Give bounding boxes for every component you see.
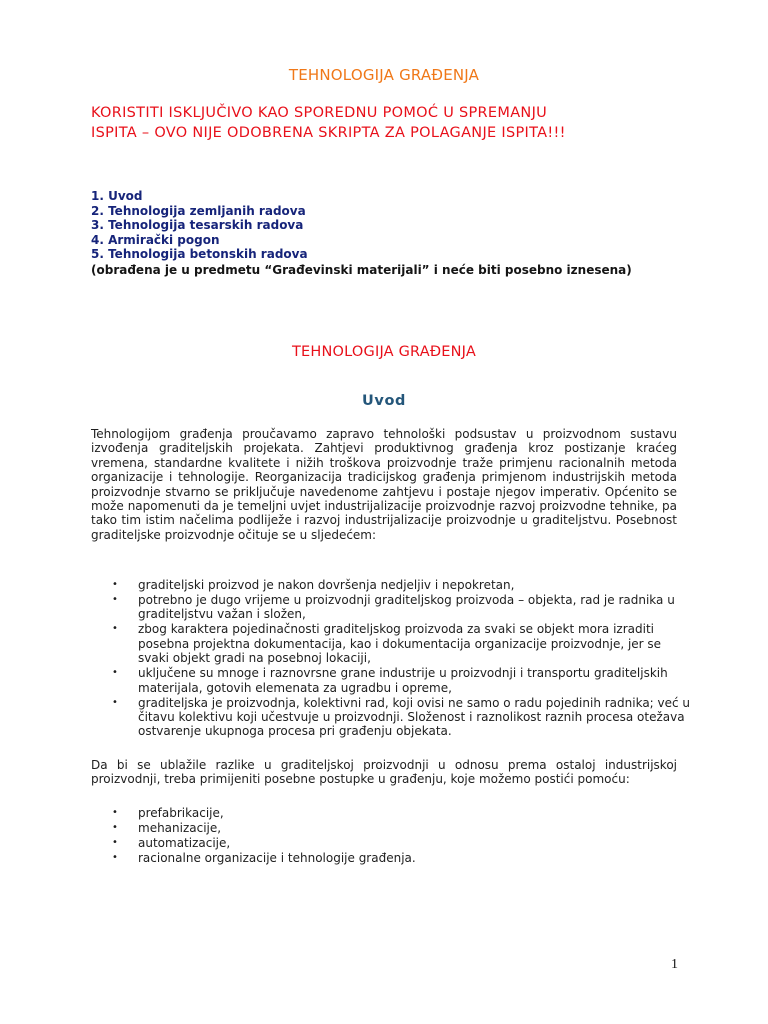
bullet-icon: • xyxy=(112,852,118,863)
list-item xyxy=(91,593,691,622)
toc-item: 1. Uvod xyxy=(91,189,143,203)
section-title: TEHNOLOGIJA GRAĐENJA xyxy=(291,344,477,360)
warning-notice xyxy=(91,103,691,143)
warning-line-1: KORISTITI ISKLJUČIVO KAO SPOREDNU POMOĆ U SPREMANJU xyxy=(91,105,548,121)
bullet-icon: • xyxy=(112,837,118,848)
bullet-icon: • xyxy=(112,807,118,818)
bullet-icon: • xyxy=(112,594,118,605)
intro-paragraph: Tehnologijom građenja proučavamo zapravo tehnološki podsustav u proizvodnom sustavu izvođenja graditeljskih projekata. Zahtjevi produktivnog građenja kroz postizanje kraćeg vremena, standardne kvalitete i nižih troškova proizvodnje traže primjenu racionalnih metoda organizacije i tehnologije. Reorganizacija tradicijskog građenja primjenom industrijskih metoda proizvodnje stvarno se priključuje navedenome zahtjevu i postaje njegov imperativ. Općenito se može napomenuti da je temeljni uvjet industrijalizacije proizvodnje razvoj proizvodne tehnike, pa tako tim istim načelima podliježe i razvoj industrijalizacije proizvodnje u graditeljstvu. Posebnost graditeljske proizvodnje očituje se u sljedećem: xyxy=(91,427,677,542)
list-item xyxy=(91,851,691,865)
list-item-text: graditeljska je proizvodnja, kolektivni rad, koji ovisi ne samo o radu pojedinih radnika; već u čitavu kolektivu koji učestvuje u proizvodnji. Složenost i raznolikost raznih procesa otežava ostvarenje ukupnoga procesa pri građenju objekata. xyxy=(138,695,691,739)
list-item xyxy=(91,696,691,739)
list-item xyxy=(91,578,691,592)
bullet-icon: • xyxy=(112,667,118,679)
bullet-list-methods xyxy=(91,806,691,866)
toc-item: 5. Tehnologija betonskih radova xyxy=(91,247,308,262)
list-item-text: mehanizacije, xyxy=(138,821,222,835)
list-item xyxy=(91,836,691,850)
bullet-icon: • xyxy=(112,579,118,590)
list-item-text: graditeljski proizvod je nakon dovršenja nedjeljiv i nepokretan, xyxy=(138,578,515,592)
toc-item: 3. Tehnologija tesarskih radova xyxy=(91,218,304,233)
list-item-text: prefabrikacije, xyxy=(138,806,224,820)
page-number: 1 xyxy=(671,957,678,972)
document-title: TEHNOLOGIJA GRAĐENJA xyxy=(288,66,480,84)
toc-note: (obrađena je u predmetu “Građevinski materijali” i neće biti posebno iznesena) xyxy=(91,263,632,277)
list-item-text: automatizacije, xyxy=(138,836,231,850)
bullet-icon: • xyxy=(112,623,118,635)
bullet-icon: • xyxy=(112,822,118,833)
bullet-list-features xyxy=(91,578,691,739)
list-item xyxy=(91,666,691,695)
list-item-text: racionalne organizacije i tehnologije građenja. xyxy=(138,851,416,865)
toc-item: 4. Armirački pogon xyxy=(91,232,220,247)
second-paragraph: Da bi se ublažile razlike u graditeljskoj proizvodnji u odnosu prema ostaloj industrijskoj proizvodnji, treba primijeniti posebne postupke u građenju, koje možemo postići pomoću: xyxy=(91,758,677,787)
list-item xyxy=(91,806,691,820)
warning-line-2: ISPITA – OVO NIJE ODOBRENA SKRIPTA ZA POLAGANJE ISPITA!!! xyxy=(91,125,566,141)
bullet-icon: • xyxy=(112,696,118,708)
list-item xyxy=(91,622,691,665)
list-item-text: potrebno je dugo vrijeme u proizvodnji graditeljskog proizvoda – objekta, rad je radnika u graditeljstvu važan i složen, xyxy=(138,593,675,622)
list-item xyxy=(91,821,691,835)
list-item-text: zbog karaktera pojedinačnosti graditeljskog proizvoda za svaki se objekt mora izraditi posebna projektna dokumentacija, kao i dokumentacija organizacije proizvodnje, jer se svaki objekt gradi na posebnoj lokaciji, xyxy=(138,622,662,666)
list-item-text: uključene su mnoge i raznovrsne grane industrije u proizvodnji i transportu graditeljskih materijala, gotovih elemenata za ugradbu i opreme, xyxy=(138,666,668,695)
table-of-contents xyxy=(91,189,308,262)
section-heading: Uvod xyxy=(362,393,406,409)
toc-item: 2. Tehnologija zemljanih radova xyxy=(91,203,306,218)
